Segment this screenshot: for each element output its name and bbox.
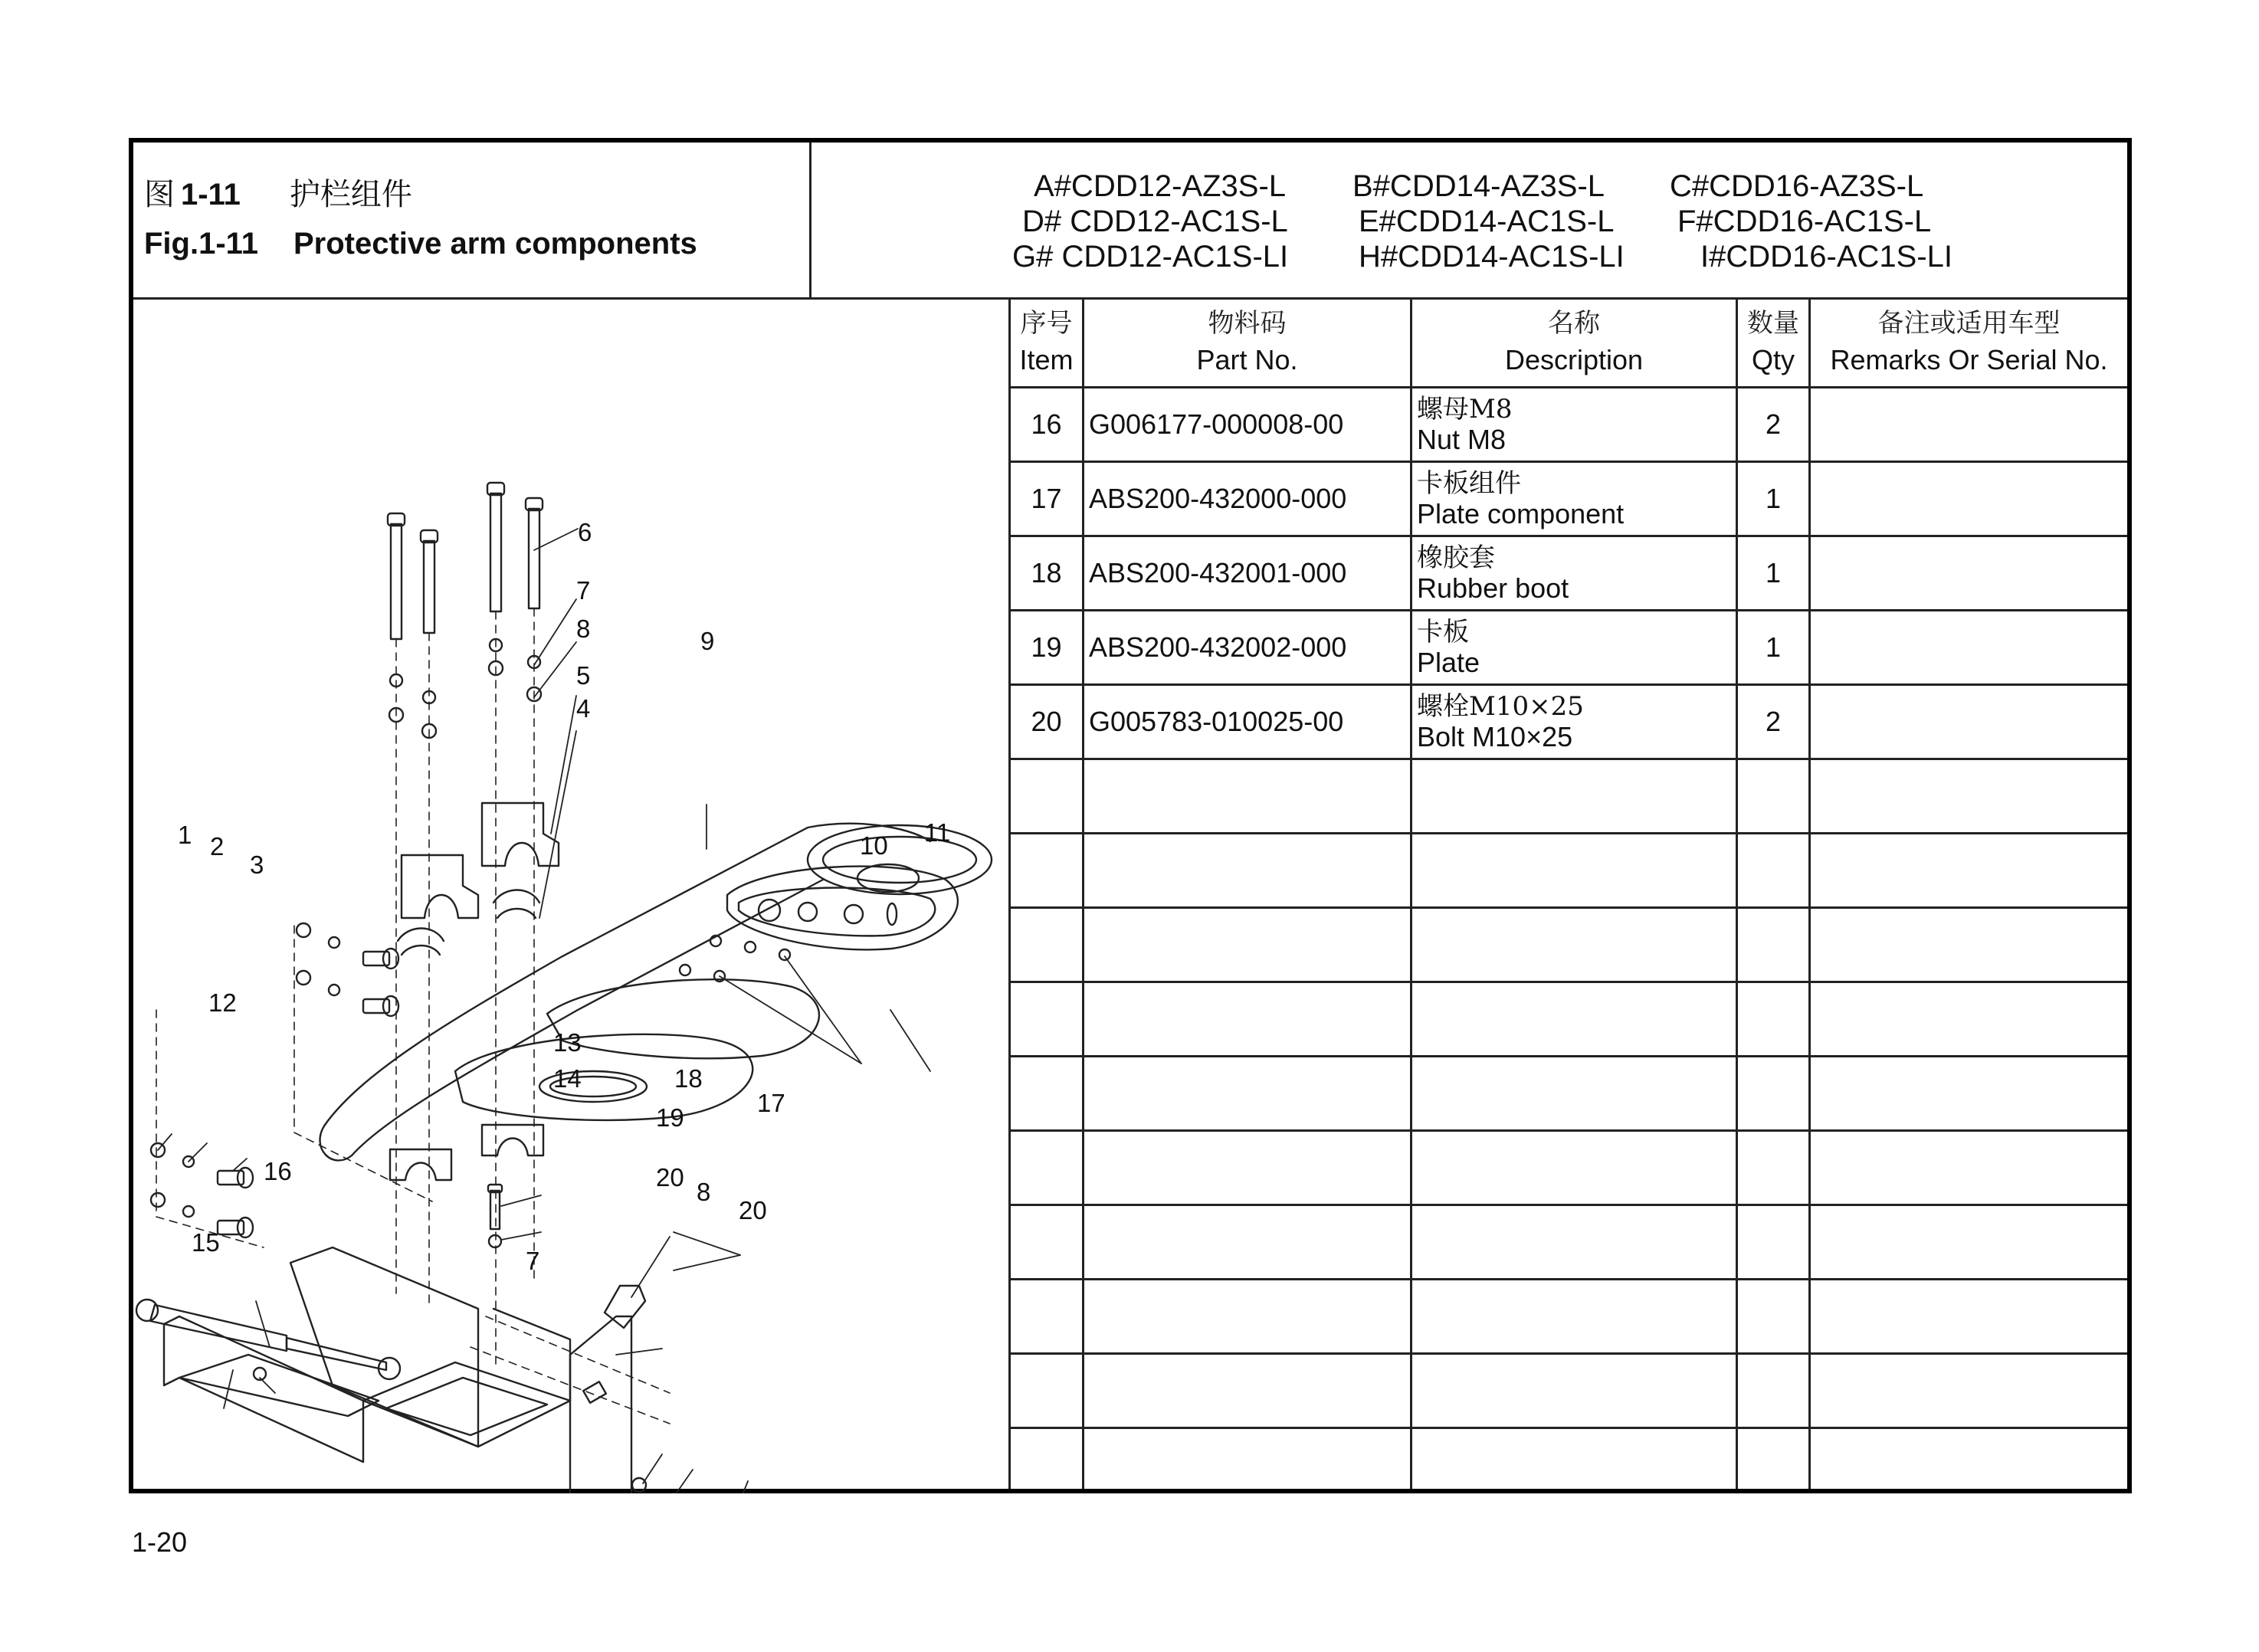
description-en: Plate component <box>1417 498 1625 529</box>
callout-20: 20 <box>739 1196 767 1224</box>
model-code: B#CDD14-AZ3S-L <box>1352 169 1605 203</box>
table-row <box>1011 463 2127 537</box>
col-label-cn: 序号 <box>1020 308 1073 339</box>
part-number: ABS200-432002-000 <box>1084 611 1412 683</box>
description <box>1412 463 1738 535</box>
item-number: 20 <box>1011 686 1084 758</box>
remarks <box>1811 611 2127 683</box>
callout-1: 1 <box>178 821 192 849</box>
col-description <box>1412 297 1738 386</box>
empty-table-row <box>1011 1429 2127 1489</box>
applicable-models <box>811 169 2127 274</box>
model-row <box>811 169 2127 204</box>
description <box>1412 686 1738 758</box>
callout-10: 10 <box>860 831 888 860</box>
col-part-no <box>1084 297 1412 386</box>
end-cap-icon <box>547 979 819 1058</box>
description-en: Plate <box>1417 647 1480 678</box>
description-cn: 卡板 <box>1417 617 1469 647</box>
description-en: Rubber boot <box>1417 572 1569 604</box>
callout-19: 19 <box>656 1103 684 1132</box>
clamp-block-icon <box>390 803 559 1180</box>
callout-16b: 7 <box>526 1247 540 1275</box>
part-number: ABS200-432000-000 <box>1084 463 1412 535</box>
bracket-icon <box>164 1247 570 1462</box>
empty-table-row <box>1011 1280 2127 1355</box>
callout-6: 6 <box>578 518 592 546</box>
table-row <box>1011 686 2127 760</box>
empty-table-row <box>1011 1206 2127 1280</box>
title-en: Protective arm components <box>293 227 697 261</box>
item-number: 18 <box>1011 537 1084 609</box>
callout-3: 3 <box>250 851 264 879</box>
callout-17: 17 <box>757 1089 785 1117</box>
model-code: G# CDD12-AC1S-LI <box>1012 240 1289 274</box>
col-label-cn: 数量 <box>1747 308 1799 339</box>
col-label-cn: 物料码 <box>1208 308 1287 339</box>
callout-4: 4 <box>576 694 591 723</box>
part-number: G006177-000008-00 <box>1084 388 1412 461</box>
description <box>1412 388 1738 461</box>
col-label-en: Item <box>1019 344 1074 375</box>
protective-arm-drawing <box>133 297 1008 1493</box>
exploded-parts-diagram <box>133 297 1008 1489</box>
model-code: C#CDD16-AZ3S-L <box>1670 169 1924 203</box>
model-code: E#CDD14-AC1S-L <box>1359 205 1615 238</box>
remarks <box>1811 463 2127 535</box>
empty-table-row <box>1011 834 2127 909</box>
side-bolt-icon <box>151 923 398 1237</box>
callout-13: 13 <box>553 1028 582 1057</box>
col-label-en: Qty <box>1751 344 1795 375</box>
quantity: 1 <box>1738 537 1811 609</box>
part-number: ABS200-432001-000 <box>1084 537 1412 609</box>
callout-16: 16 <box>264 1157 292 1185</box>
bushing-icon <box>493 890 539 919</box>
col-label-cn: 备注或适用车型 <box>1877 308 2061 339</box>
model-row <box>811 204 2127 239</box>
model-code: H#CDD14-AC1S-LI <box>1359 240 1625 274</box>
col-label-en: Description <box>1504 344 1644 375</box>
model-row <box>811 239 2127 274</box>
col-label-en: Remarks Or Serial No. <box>1830 344 2108 375</box>
description-cn: 螺栓M10×25 <box>1417 691 1584 722</box>
col-remarks <box>1811 297 2127 386</box>
item-number: 16 <box>1011 388 1084 461</box>
quantity: 1 <box>1738 463 1811 535</box>
remarks <box>1811 388 2127 461</box>
model-code: A#CDD12-AZ3S-L <box>1034 169 1287 203</box>
col-qty <box>1738 297 1811 386</box>
figure-title-en <box>144 225 697 262</box>
quantity: 2 <box>1738 388 1811 461</box>
item-number: 17 <box>1011 463 1084 535</box>
description-cn: 卡板组件 <box>1417 468 1521 499</box>
figure-banner <box>133 143 2127 300</box>
empty-table-row <box>1011 1355 2127 1429</box>
part-number: G005783-010025-00 <box>1084 686 1412 758</box>
callout-5: 5 <box>576 661 591 690</box>
description <box>1412 611 1738 683</box>
screw-icon <box>680 936 790 982</box>
callout-11: 11 <box>924 818 951 847</box>
quantity: 1 <box>1738 611 1811 683</box>
figure-number: 1-11 <box>181 178 241 211</box>
description-cn: 橡胶套 <box>1417 542 1495 573</box>
callout-18: 18 <box>674 1064 703 1093</box>
figure-label-cn: 图 <box>144 178 175 211</box>
table-row <box>1011 611 2127 686</box>
empty-table-row <box>1011 1132 2127 1206</box>
col-label-cn: 名称 <box>1548 308 1600 339</box>
item-number: 19 <box>1011 611 1084 683</box>
callout-2: 2 <box>210 832 225 860</box>
callout-14: 14 <box>553 1064 582 1093</box>
plate-bolt-icon <box>254 1368 741 1493</box>
empty-table-row <box>1011 1057 2127 1132</box>
col-label-en: Part No. <box>1196 344 1298 375</box>
callout-8: 8 <box>576 615 591 643</box>
description-en: Bolt M10×25 <box>1417 721 1573 752</box>
empty-table-row <box>1011 909 2127 983</box>
callout-7: 7 <box>576 576 591 605</box>
model-code: F#CDD16-AC1S-L <box>1677 205 1932 238</box>
table-header <box>1011 297 2127 388</box>
callout-8b: 20 <box>656 1163 684 1191</box>
remarks <box>1811 686 2127 758</box>
callout-12: 12 <box>208 988 237 1017</box>
latch-plate-icon <box>570 1286 645 1493</box>
title-cn: 护栏组件 <box>289 178 412 211</box>
long-bolt-icon <box>388 483 543 639</box>
model-code: I#CDD16-AC1S-LI <box>1700 240 1953 274</box>
table-row <box>1011 388 2127 463</box>
remarks <box>1811 537 2127 609</box>
callout-9: 9 <box>700 627 715 655</box>
figure-title-cn <box>144 176 412 213</box>
description-en: Nut M8 <box>1417 424 1507 455</box>
empty-table-row <box>1011 983 2127 1057</box>
page-number: 1-20 <box>132 1526 188 1558</box>
end-cap-icon <box>808 825 992 894</box>
washer-icon <box>389 639 541 738</box>
description <box>1412 537 1738 609</box>
callout-7b: 8 <box>697 1178 711 1206</box>
parts-table <box>1008 297 2127 1489</box>
callout-15: 15 <box>192 1228 220 1257</box>
col-item <box>1011 297 1084 386</box>
table-row <box>1011 537 2127 611</box>
gas-spring-icon <box>136 1300 400 1379</box>
end-cap-icon <box>727 867 958 950</box>
model-code: D# CDD12-AC1S-L <box>1022 205 1288 238</box>
description-cn: 螺母M8 <box>1417 394 1513 424</box>
quantity: 2 <box>1738 686 1811 758</box>
figure-label-en: Fig.1-11 <box>144 227 258 261</box>
figure-title-block <box>133 143 811 297</box>
parts-page-frame <box>129 138 2132 1493</box>
empty-table-row <box>1011 760 2127 834</box>
